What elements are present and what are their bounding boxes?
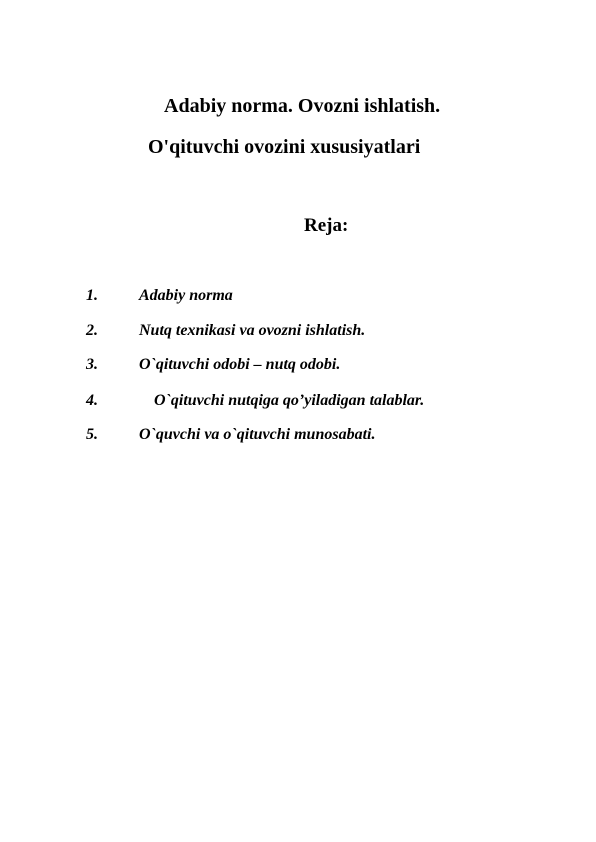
plan-list-item — [0, 427, 596, 449]
plan-item-text: Nutq texnikasi va ovozni ishlatish. — [139, 322, 366, 339]
plan-item-number: 1. — [86, 287, 98, 304]
plan-list-item — [0, 357, 596, 379]
page-title-line-2: O'qituvchi ovozini xususiyatlari — [148, 136, 421, 158]
plan-list-item — [0, 323, 596, 345]
plan-heading: Reja: — [304, 215, 349, 236]
plan-list-item — [0, 288, 596, 310]
plan-item-text: O`qituvchi nutqiga qo’yiladigan talablar. — [154, 392, 425, 409]
page-title-line-1: Adabiy norma. Ovozni ishlatish. — [164, 95, 441, 117]
plan-item-number: 4. — [86, 392, 98, 409]
plan-item-number: 3. — [86, 356, 98, 373]
plan-item-text: O`quvchi va o`qituvchi munosabati. — [139, 426, 376, 443]
plan-list-item — [0, 393, 596, 415]
plan-item-text: O`qituvchi odobi – nutq odobi. — [139, 356, 341, 373]
plan-item-number: 5. — [86, 426, 98, 443]
plan-item-text: Adabiy norma — [139, 287, 233, 304]
plan-item-number: 2. — [86, 322, 98, 339]
